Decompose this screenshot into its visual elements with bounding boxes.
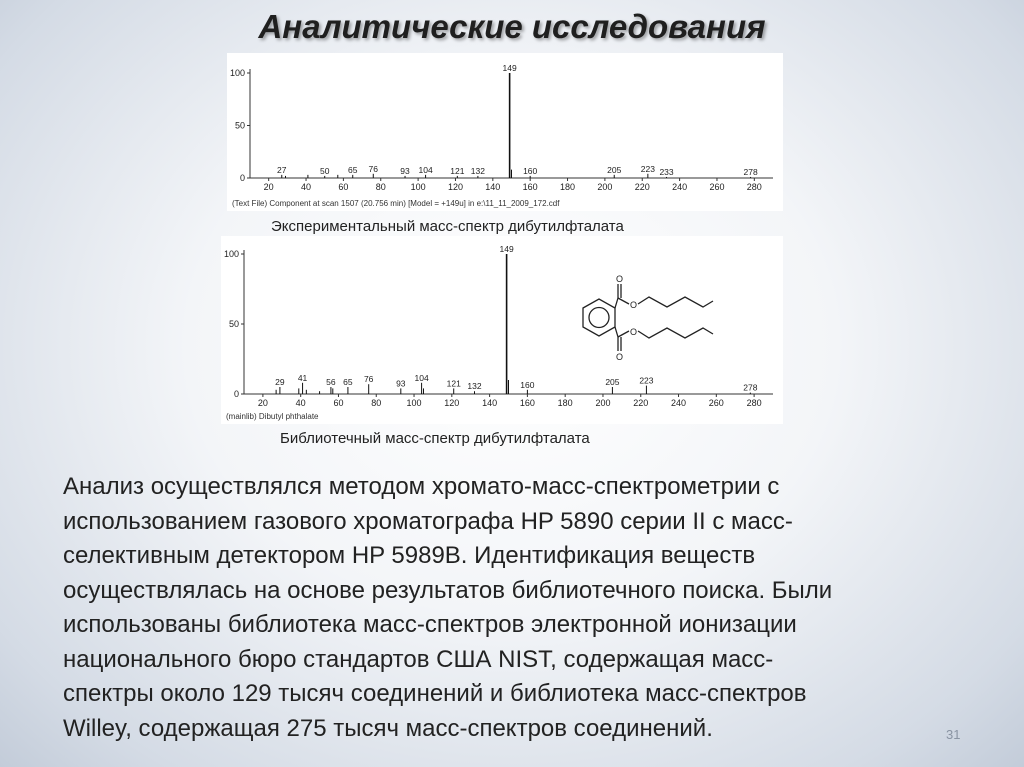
experimental-spectrum-footer: (Text File) Component at scan 1507 (20.756 min) [Model = +149u] in e:\11_11_2009_172.cdf [232, 199, 560, 208]
experimental-peak-label: 27 [277, 164, 287, 175]
library-spectrum-svg [221, 236, 783, 424]
structure-oxygen-3: O [630, 327, 638, 337]
experimental-peak-label: 76 [368, 163, 379, 174]
library-x-tick-label: 120 [444, 398, 460, 408]
experimental-peak-label: 205 [607, 164, 622, 175]
library-peak-label: 29 [275, 377, 285, 387]
experimental-peak-label: 223 [640, 163, 655, 174]
body-line: осуществлялась на основе результатов библиотечного поиска. Были [63, 576, 833, 604]
dibutyl-phthalate-structure [583, 284, 713, 351]
body-line: Willey, содержащая 275 тысяч масс-спектров соединений. [63, 714, 713, 742]
experimental-peak-label: 104 [418, 164, 433, 175]
body-line: спектры около 129 тысяч соединений и библиотека масс-спектров [63, 680, 807, 707]
experimental-x-tick-label: 80 [375, 182, 386, 192]
experimental-x-tick-label: 220 [634, 182, 650, 192]
library-x-tick-label: 100 [406, 398, 422, 408]
experimental-peak-label: 149 [502, 63, 517, 73]
experimental-y-tick-label: 50 [234, 120, 245, 131]
body-line: Анализ осуществлялся методом хромато-масс-спектрометрии с [63, 473, 780, 500]
experimental-x-tick-label: 200 [597, 182, 613, 192]
body-line: использованием газового хроматографа HP 5890 серии II с масс- [63, 507, 793, 535]
library-x-tick-label: 200 [595, 398, 611, 408]
library-peak-label: 278 [743, 382, 758, 393]
experimental-peak-label: 233 [659, 166, 674, 177]
experimental-x-tick-label: 240 [672, 182, 688, 192]
experimental-peak-label: 50 [319, 165, 330, 176]
experimental-y-tick-label: 0 [239, 173, 245, 183]
structure-oxygen-4: O [616, 352, 624, 362]
library-peak-label: 223 [639, 375, 654, 386]
caption-library: Библиотечный масс-спектр дибутилфталата [280, 430, 590, 447]
library-peak-label: 93 [396, 378, 406, 389]
library-x-tick-label: 260 [708, 398, 724, 408]
experimental-peak-label: 121 [450, 165, 465, 176]
library-x-tick-label: 60 [333, 398, 344, 408]
library-peak-label: 104 [414, 372, 429, 383]
library-peak-label: 132 [467, 381, 482, 392]
experimental-peak-label: 132 [470, 165, 485, 176]
library-peak-label: 41 [297, 372, 308, 383]
library-y-tick-label: 100 [223, 249, 239, 259]
experimental-x-tick-label: 160 [522, 182, 538, 192]
experimental-x-tick-label: 60 [338, 182, 349, 192]
library-y-tick-label: 50 [228, 319, 239, 329]
body-line: национального бюро стандартов США NIST, содержащая масс- [63, 645, 774, 673]
experimental-peak-label: 65 [347, 164, 358, 175]
experimental-x-tick-label: 280 [746, 182, 762, 192]
experimental-x-tick-label: 140 [485, 182, 501, 192]
slide-title: Аналитические исследования [258, 8, 766, 45]
library-x-tick-label: 140 [482, 398, 498, 408]
library-peak-label: 121 [446, 378, 461, 389]
caption-experimental: Экспериментальный масс-спектр дибутилфталата [271, 218, 624, 235]
experimental-x-tick-label: 120 [447, 182, 463, 192]
library-x-tick-label: 20 [257, 398, 268, 408]
experimental-spectrum-chart [227, 53, 783, 211]
library-x-tick-label: 180 [557, 398, 573, 408]
body-line: использованы библиотека масс-спектров электронной ионизации [63, 611, 797, 638]
library-peak-label: 76 [363, 374, 374, 385]
library-x-tick-label: 40 [295, 398, 306, 408]
experimental-x-tick-label: 20 [263, 182, 274, 192]
library-peak-label: 205 [605, 377, 620, 387]
experimental-peak-label: 93 [400, 165, 410, 176]
experimental-peak-label: 278 [743, 166, 758, 177]
slide-number: 31 [946, 727, 961, 742]
experimental-y-tick-label: 100 [229, 68, 245, 78]
experimental-spectrum-svg [227, 53, 783, 211]
library-spectrum-chart [221, 236, 783, 424]
experimental-x-tick-label: 100 [410, 182, 426, 192]
structure-oxygen-2: O [630, 300, 638, 310]
library-x-tick-label: 240 [671, 398, 687, 408]
experimental-x-tick-label: 40 [301, 182, 312, 192]
library-x-tick-label: 220 [633, 398, 649, 408]
library-peak-label: 149 [499, 244, 514, 254]
library-peak-label: 65 [343, 377, 353, 387]
experimental-x-tick-label: 260 [709, 182, 725, 192]
structure-oxygen-1: O [616, 274, 624, 284]
library-x-tick-label: 160 [519, 398, 535, 408]
body-paragraph [63, 470, 993, 746]
library-peak-label: 160 [520, 379, 535, 390]
library-y-tick-label: 0 [233, 389, 239, 399]
body-line: селективным детектором HP 5989B. Идентификация веществ [63, 542, 756, 569]
library-x-tick-label: 80 [371, 398, 382, 408]
library-x-tick-label: 280 [746, 398, 762, 408]
library-spectrum-footer: (mainlib) Dibutyl phthalate [226, 412, 319, 421]
experimental-peak-label: 160 [523, 165, 538, 176]
experimental-x-tick-label: 180 [560, 182, 576, 192]
library-peak-label: 56 [326, 377, 336, 387]
